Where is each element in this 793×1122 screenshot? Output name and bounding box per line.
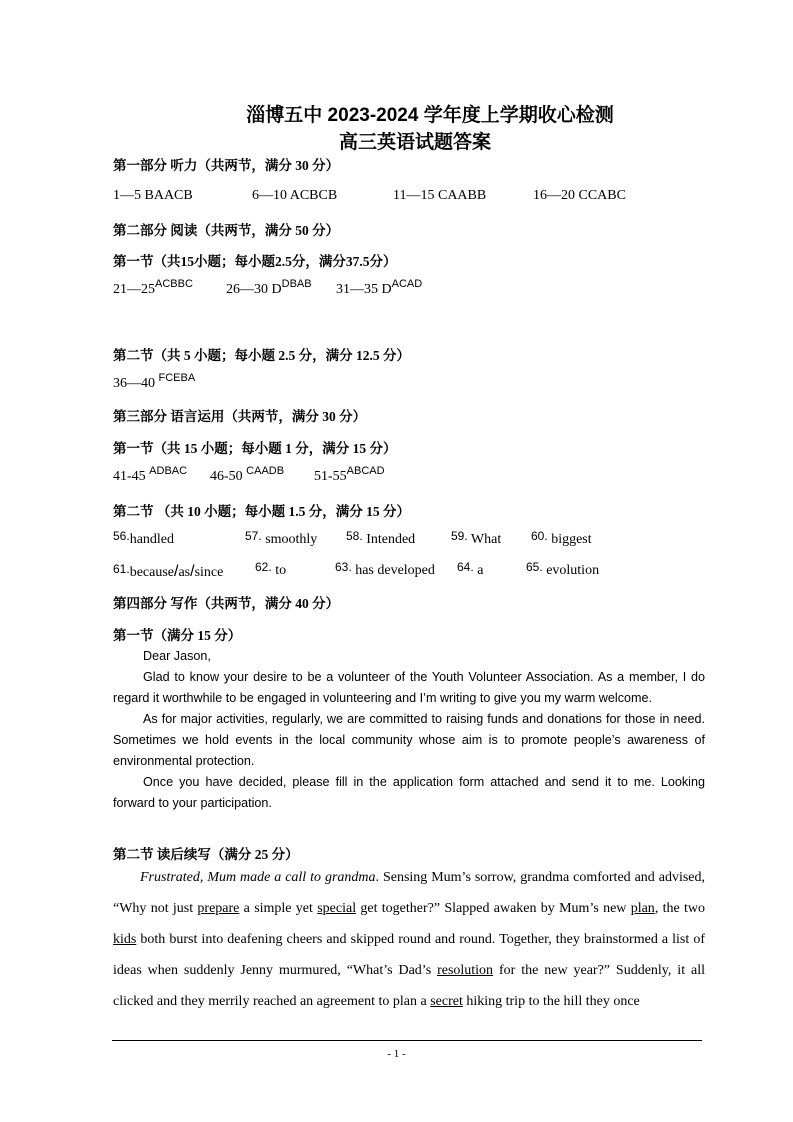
answer-word: a xyxy=(473,563,484,578)
answer-letters: ACBBC xyxy=(155,278,193,290)
answer-21-25 xyxy=(113,278,193,298)
answer-letters: ADBAC xyxy=(149,465,188,477)
answer-letters: CAADB xyxy=(246,465,285,477)
story-text: hiking trip to the hill they once xyxy=(462,994,640,1009)
model-letter xyxy=(113,646,705,814)
answer-letters: ABCAD xyxy=(346,465,385,477)
answer-range: 46-50 xyxy=(210,469,247,484)
fill-answer-63 xyxy=(335,560,435,579)
page-subtitle: 高三英语试题答案 xyxy=(338,132,491,153)
answer-range: 31—35 D xyxy=(336,282,392,297)
fill-answer-58 xyxy=(346,529,416,548)
fill-answer-65 xyxy=(526,560,600,579)
part3-sec1-heading: 第一节（共 15 小题；每小题 1 分，满分 15 分） xyxy=(113,441,397,456)
answer-11-15: 11—15 CAABB xyxy=(393,188,487,203)
answer-word: because xyxy=(129,565,174,580)
question-number: 61. xyxy=(113,562,130,576)
part1-heading: 第一部分 听力（共两节，满分 30 分） xyxy=(113,158,340,173)
letter-greeting: Dear Jason, xyxy=(143,649,211,663)
question-number: 58. xyxy=(346,529,363,543)
story-text: get together?” Slapped awaken by Mum’s new xyxy=(356,901,631,916)
part3-sec2-heading: 第二节 （共 10 小题；每小题 1.5 分，满分 15 分） xyxy=(113,504,410,519)
part4-sec1-heading: 第一节（满分 15 分） xyxy=(113,628,242,643)
story-text: . Sensing Mum’s sorrow, grandma comforted and advised, “Why not just xyxy=(113,870,705,916)
slash-separator: / xyxy=(190,563,195,580)
story-paragraph xyxy=(113,862,705,1017)
question-number: 64. xyxy=(457,560,474,574)
answer-word: since xyxy=(194,565,224,580)
part4-sec2-heading: 第二节 读后续写（满分 25 分） xyxy=(113,847,299,862)
part2-sec2-heading: 第二节（共 5 小题；每小题 2.5 分，满分 12.5 分） xyxy=(113,348,410,363)
answer-1-5: 1—5 BAACB xyxy=(113,188,193,203)
answer-word: biggest xyxy=(547,532,592,547)
story-text: for the new year?” Suddenly, it all clicked and they merrily reached an agreement to plan a xyxy=(113,963,705,1009)
answer-word: evolution xyxy=(542,563,600,578)
answer-word: smoothly xyxy=(261,532,318,547)
fill-answer-64 xyxy=(457,560,484,579)
answer-26-30 xyxy=(226,278,312,298)
part2-heading: 第二部分 阅读（共两节，满分 50 分） xyxy=(113,223,340,238)
question-number: 60. xyxy=(531,529,548,543)
letter-paragraph-2: As for major activities, regularly, we are committed to raising funds and donations for those in need. Sometimes we hold events in the local community whose aim is to promote people’s awareness of environmental protection. xyxy=(113,712,705,768)
answer-letters: ACAD xyxy=(391,278,423,290)
fill-answer-59 xyxy=(451,529,502,548)
answer-6-10: 6—10 ACBCB xyxy=(252,188,338,203)
part4-heading: 第四部分 写作（共两节，满分 40 分） xyxy=(113,596,340,611)
story-text: both burst into deafening cheers and skipped round and round. Together, they brainstormed a list of ideas when suddenly Jenny murmured, “What’s Dad’s xyxy=(113,932,705,978)
underlined-word: kids xyxy=(113,932,137,947)
answer-41-45 xyxy=(113,465,188,485)
model-continuation xyxy=(113,862,705,1017)
question-number: 65. xyxy=(526,560,543,574)
question-number: 63. xyxy=(335,560,352,574)
underlined-word: resolution xyxy=(437,963,494,978)
answer-36-40 xyxy=(113,372,196,392)
answer-16-20: 16—20 CCABC xyxy=(533,188,626,203)
answer-letters: FCEBA xyxy=(158,372,196,384)
answer-range: 41-45 xyxy=(113,469,150,484)
fill-answer-60 xyxy=(531,529,592,548)
fill-answer-62 xyxy=(255,560,287,579)
footer-divider xyxy=(112,1040,702,1041)
answer-word: Intended xyxy=(362,532,416,547)
fill-answer-57 xyxy=(245,529,318,548)
underlined-word: prepare xyxy=(197,901,240,916)
answer-31-35 xyxy=(336,278,423,298)
answer-range: 36—40 xyxy=(113,376,159,391)
answer-range: 51-55 xyxy=(314,469,347,484)
slash-separator: / xyxy=(174,563,179,580)
underlined-word: special xyxy=(317,901,357,916)
answer-range: 21—25 xyxy=(113,282,155,297)
answer-word: as xyxy=(178,565,191,580)
part2-sec1-heading: 第一节（共15小题；每小题2.5分，满分37.5分） xyxy=(113,254,397,269)
question-number: 59. xyxy=(451,529,468,543)
letter-paragraph-3: Once you have decided, please fill in the application form attached and send it to me. Looking forward to your participation. xyxy=(113,775,705,810)
answer-word: to xyxy=(271,563,287,578)
underlined-word: plan xyxy=(630,901,655,916)
answer-range: 26—30 D xyxy=(226,282,282,297)
fill-answer-56 xyxy=(113,529,175,548)
answer-word: has developed xyxy=(351,563,435,578)
story-opening: Frustrated, Mum made a call to grandma xyxy=(140,870,376,885)
page-title: 淄博五中 2023-2024 学年度上学期收心检测 xyxy=(246,105,614,126)
story-text: , the two xyxy=(654,901,706,916)
fill-answer-61 xyxy=(113,563,223,581)
answer-46-50 xyxy=(210,465,285,485)
part3-heading: 第三部分 语言运用（共两节，满分 30 分） xyxy=(113,409,367,424)
answer-word: What xyxy=(467,532,502,547)
page-number: - 1 - xyxy=(387,1048,406,1060)
letter-paragraph-1: Glad to know your desire to be a volunteer of the Youth Volunteer Association. As a member, I do regard it worthwhile to be engaged in volunteering and I’m writing to give you my warm welcome. xyxy=(113,670,705,705)
question-number: 57. xyxy=(245,529,262,543)
answer-word: handled xyxy=(129,532,175,547)
story-text: a simple yet xyxy=(239,901,318,916)
answer-51-55 xyxy=(314,465,385,485)
question-number: 56. xyxy=(113,529,130,543)
answer-letters: DBAB xyxy=(281,278,312,290)
question-number: 62. xyxy=(255,560,272,574)
underlined-word: secret xyxy=(430,994,463,1009)
